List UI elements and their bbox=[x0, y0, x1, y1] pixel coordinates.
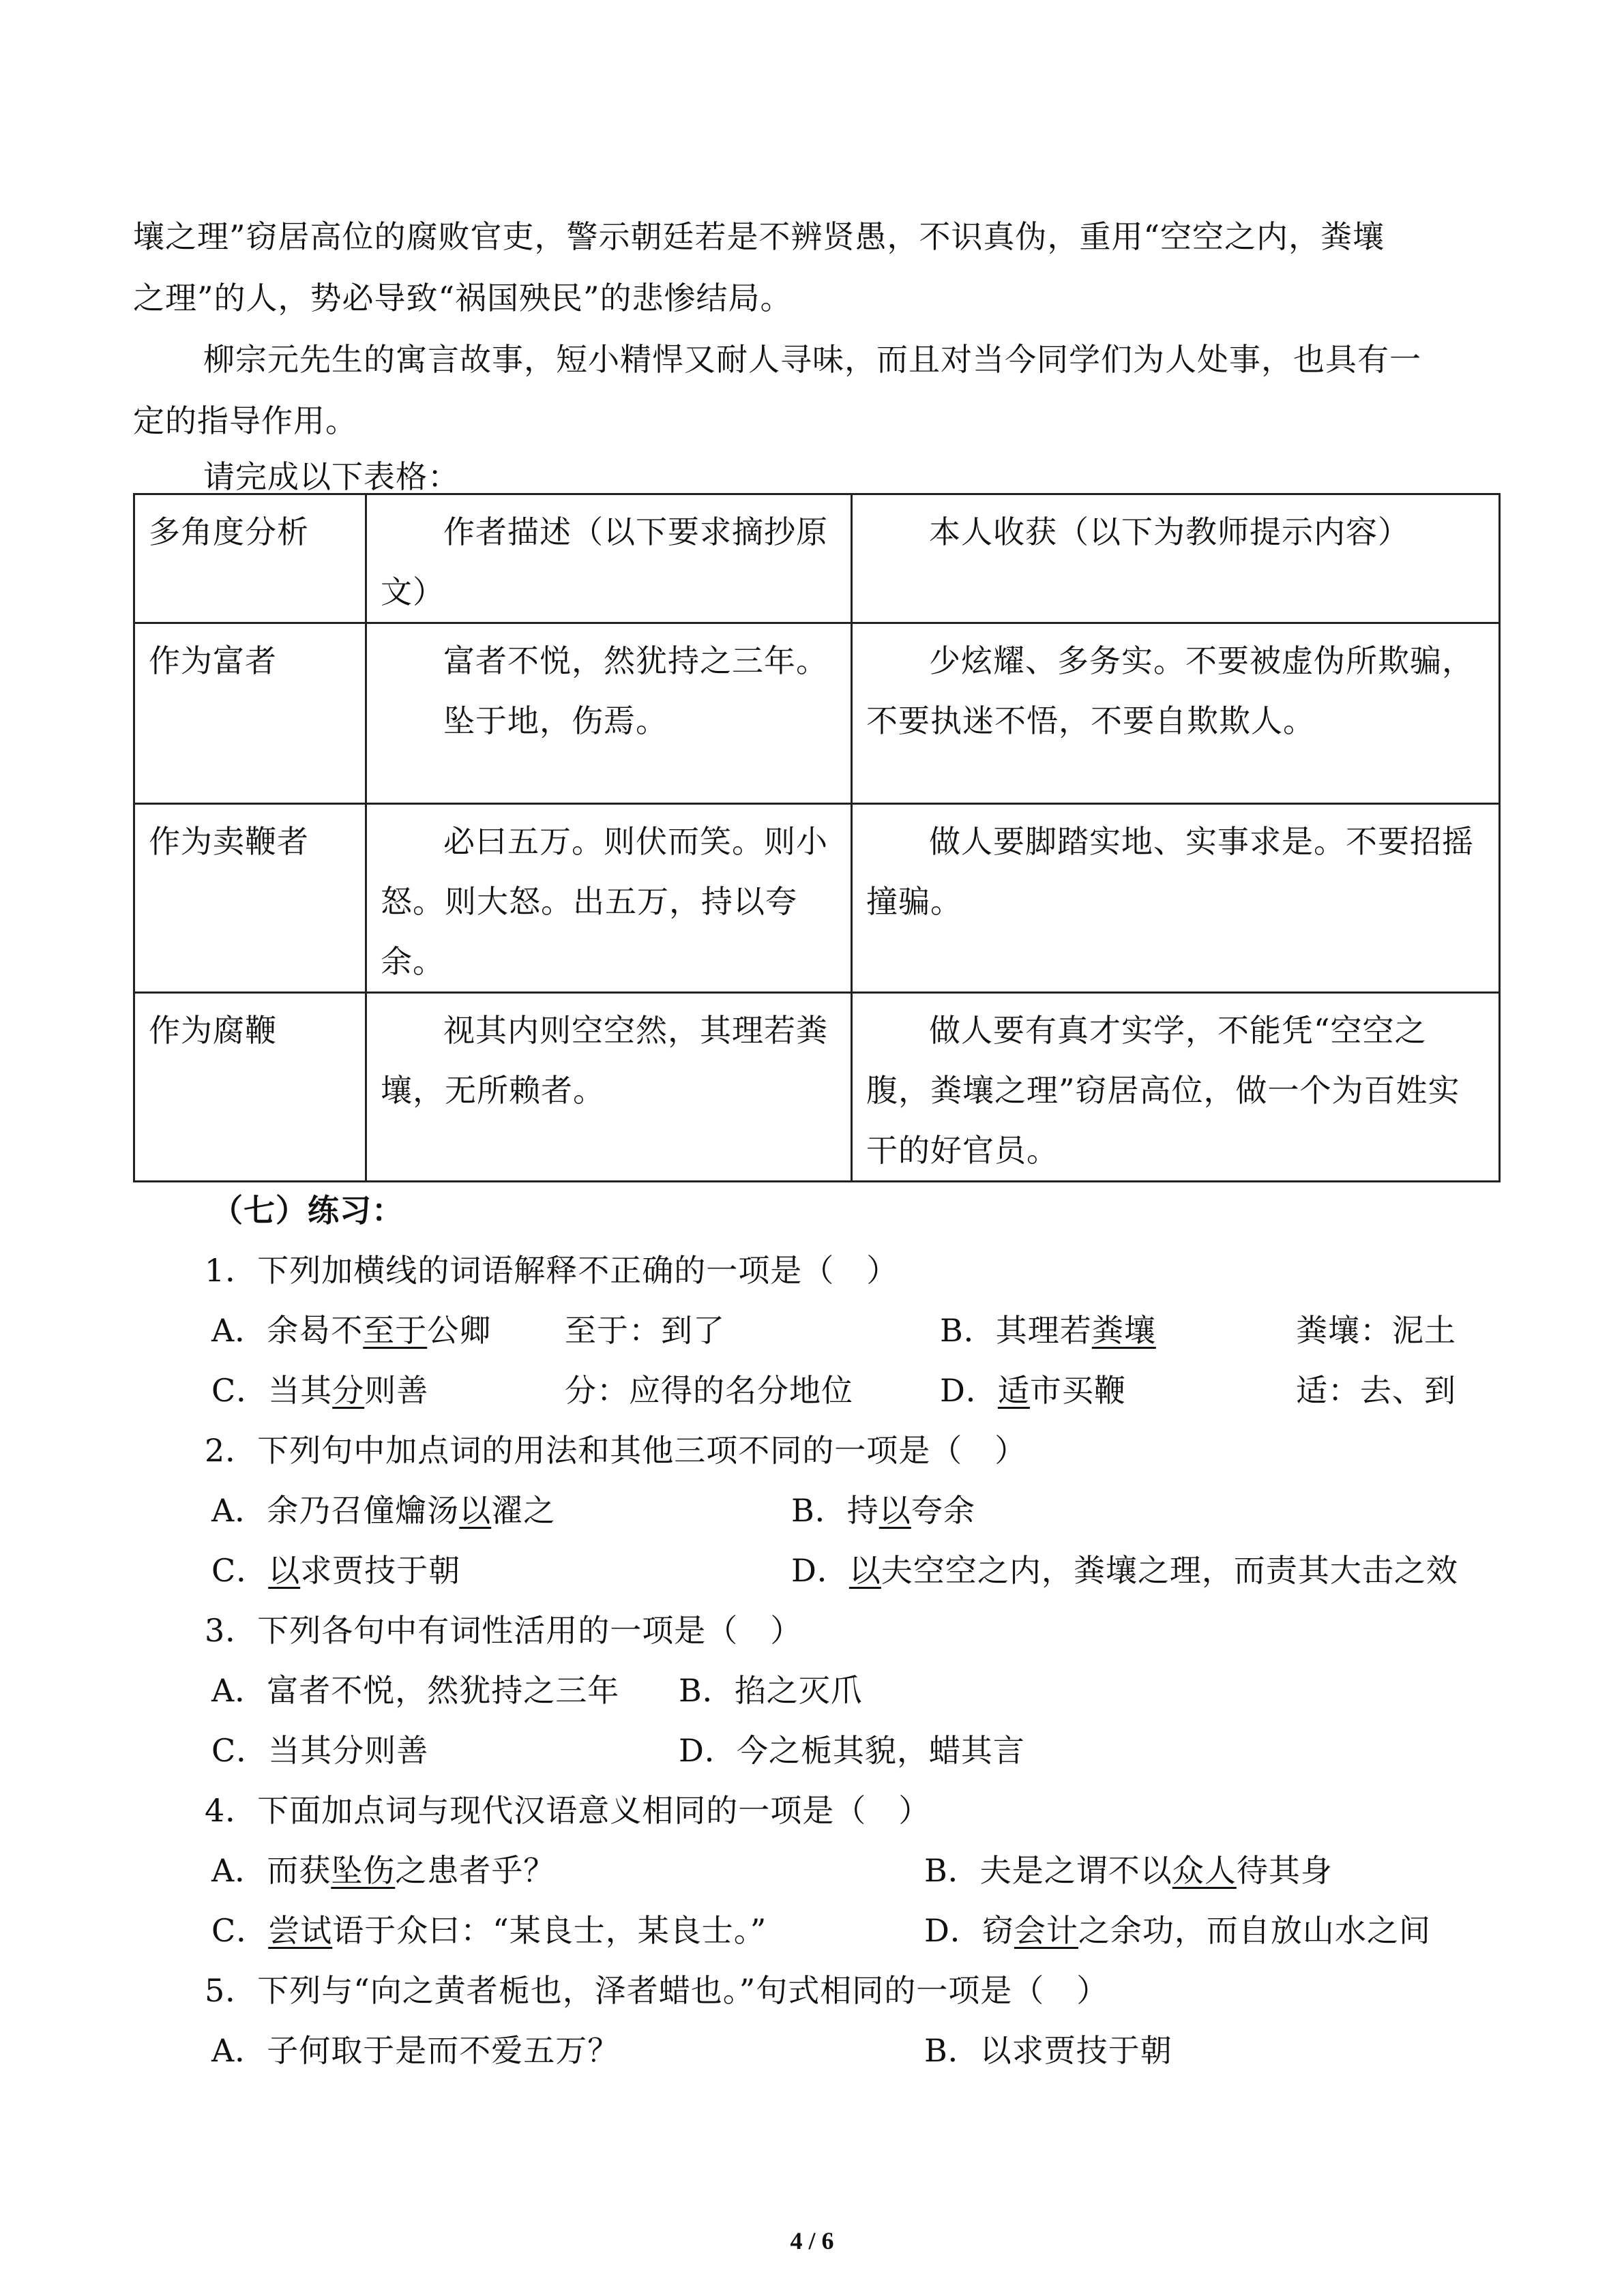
paragraph-line: 柳宗元先生的寓言故事，短小精悍又耐人寻味，而且对当今同学们为人处事，也具有一 bbox=[203, 341, 1421, 378]
q4-option-b: B．夫是之谓不以众人待其身 bbox=[924, 1852, 1333, 1889]
table-header-row bbox=[134, 494, 1500, 623]
row-desc: 视其内则空空然，其理若粪壤，无所赖者。 bbox=[366, 993, 852, 1182]
header-gain: 本人收获（以下为教师提示内容） bbox=[852, 494, 1500, 623]
row-aspect: 作为卖鞭者 bbox=[134, 804, 366, 993]
row-aspect: 作为富者 bbox=[134, 623, 366, 804]
q1-option-b-gloss: 粪壤：泥土 bbox=[1296, 1312, 1456, 1349]
q2-option-d: D．以夫空空之内，粪壤之理，而责其大击之效 bbox=[791, 1552, 1458, 1589]
q1-option-d: D．适市买鞭 bbox=[940, 1372, 1126, 1409]
exercise-title: （七）练习： bbox=[211, 1192, 404, 1229]
q1-option-c-gloss: 分：应得的名分地位 bbox=[565, 1372, 853, 1409]
row-aspect: 作为腐鞭 bbox=[134, 993, 366, 1182]
question-2-stem: 2．下列句中加点词的用法和其他三项不同的一项是（ ） bbox=[205, 1432, 1027, 1469]
header-author-desc: 作者描述（以下要求摘抄原文） bbox=[366, 494, 852, 623]
q5-option-b: B．以求贾技于朝 bbox=[924, 2032, 1172, 2069]
q1-option-d-gloss: 适：去、到 bbox=[1296, 1372, 1456, 1409]
paragraph-line: 壤之理”窃居高位的腐败官吏，警示朝廷若是不辨贤愚，不识真伪，重用“空空之内，粪壤 bbox=[133, 218, 1385, 255]
page-number: 4 / 6 bbox=[790, 2227, 834, 2254]
question-4-stem: 4．下面加点词与现代汉语意义相同的一项是（ ） bbox=[205, 1792, 931, 1829]
question-1-stem: 1．下列加横线的词语解释不正确的一项是（ ） bbox=[205, 1252, 899, 1289]
q3-option-b: B．掐之灭爪 bbox=[679, 1672, 863, 1709]
question-5-stem: 5．下列与“向之黄者栀也，泽者蜡也。”句式相同的一项是（ ） bbox=[205, 1972, 1109, 2009]
row-gain: 做人要有真才实学，不能凭“空空之腹，粪壤之理”窃居高位，做一个为百姓实干的好官员。 bbox=[852, 993, 1500, 1182]
q3-option-a: A．富者不悦，然犹持之三年 bbox=[211, 1672, 620, 1709]
paragraph-line: 之理”的人，势必导致“祸国殃民”的悲惨结局。 bbox=[133, 280, 793, 316]
q4-option-a: A．而获坠伤之患者乎？ bbox=[211, 1852, 556, 1889]
q1-option-a-gloss: 至于：到了 bbox=[565, 1312, 725, 1349]
q1-option-b: B．其理若粪壤 bbox=[940, 1312, 1156, 1349]
q4-option-d: D．窃会计之余功，而自放山水之间 bbox=[924, 1912, 1431, 1949]
paragraph-line: 定的指导作用。 bbox=[133, 402, 357, 439]
q1-option-c: C．当其分则善 bbox=[211, 1372, 429, 1409]
q5-option-a: A．子何取于是而不爱五万？ bbox=[211, 2032, 620, 2069]
table-instruction: 请完成以下表格： bbox=[203, 458, 460, 495]
analysis-table bbox=[133, 493, 1501, 1182]
row-gain: 做人要脚踏实地、实事求是。不要招摇撞骗。 bbox=[852, 804, 1500, 993]
table-row bbox=[134, 804, 1500, 993]
table-row bbox=[134, 623, 1500, 804]
q2-option-a: A．余乃召僮爚汤以濯之 bbox=[211, 1492, 556, 1529]
row-desc: 必曰五万。则伏而笑。则小怒。则大怒。出五万，持以夸余。 bbox=[366, 804, 852, 993]
row-desc: 富者不悦，然犹持之三年。 坠于地，伤焉。 bbox=[366, 623, 852, 804]
q3-option-d: D．今之栀其貌，蜡其言 bbox=[679, 1732, 1025, 1769]
question-3-stem: 3．下列各句中有词性活用的一项是（ ） bbox=[205, 1612, 803, 1649]
q4-option-c: C．尝试语于众曰：“某良士，某良士。” bbox=[211, 1912, 767, 1949]
row-gain: 少炫耀、多务实。不要被虚伪所欺骗，不要执迷不悟，不要自欺欺人。 bbox=[852, 623, 1500, 804]
header-aspect: 多角度分析 bbox=[134, 494, 366, 623]
q1-option-a: A．余曷不至于公卿 bbox=[211, 1312, 492, 1349]
q3-option-c: C．当其分则善 bbox=[211, 1732, 429, 1769]
table-row bbox=[134, 993, 1500, 1182]
q2-option-c: C．以求贾技于朝 bbox=[211, 1552, 461, 1589]
q2-option-b: B．持以夸余 bbox=[791, 1492, 975, 1529]
